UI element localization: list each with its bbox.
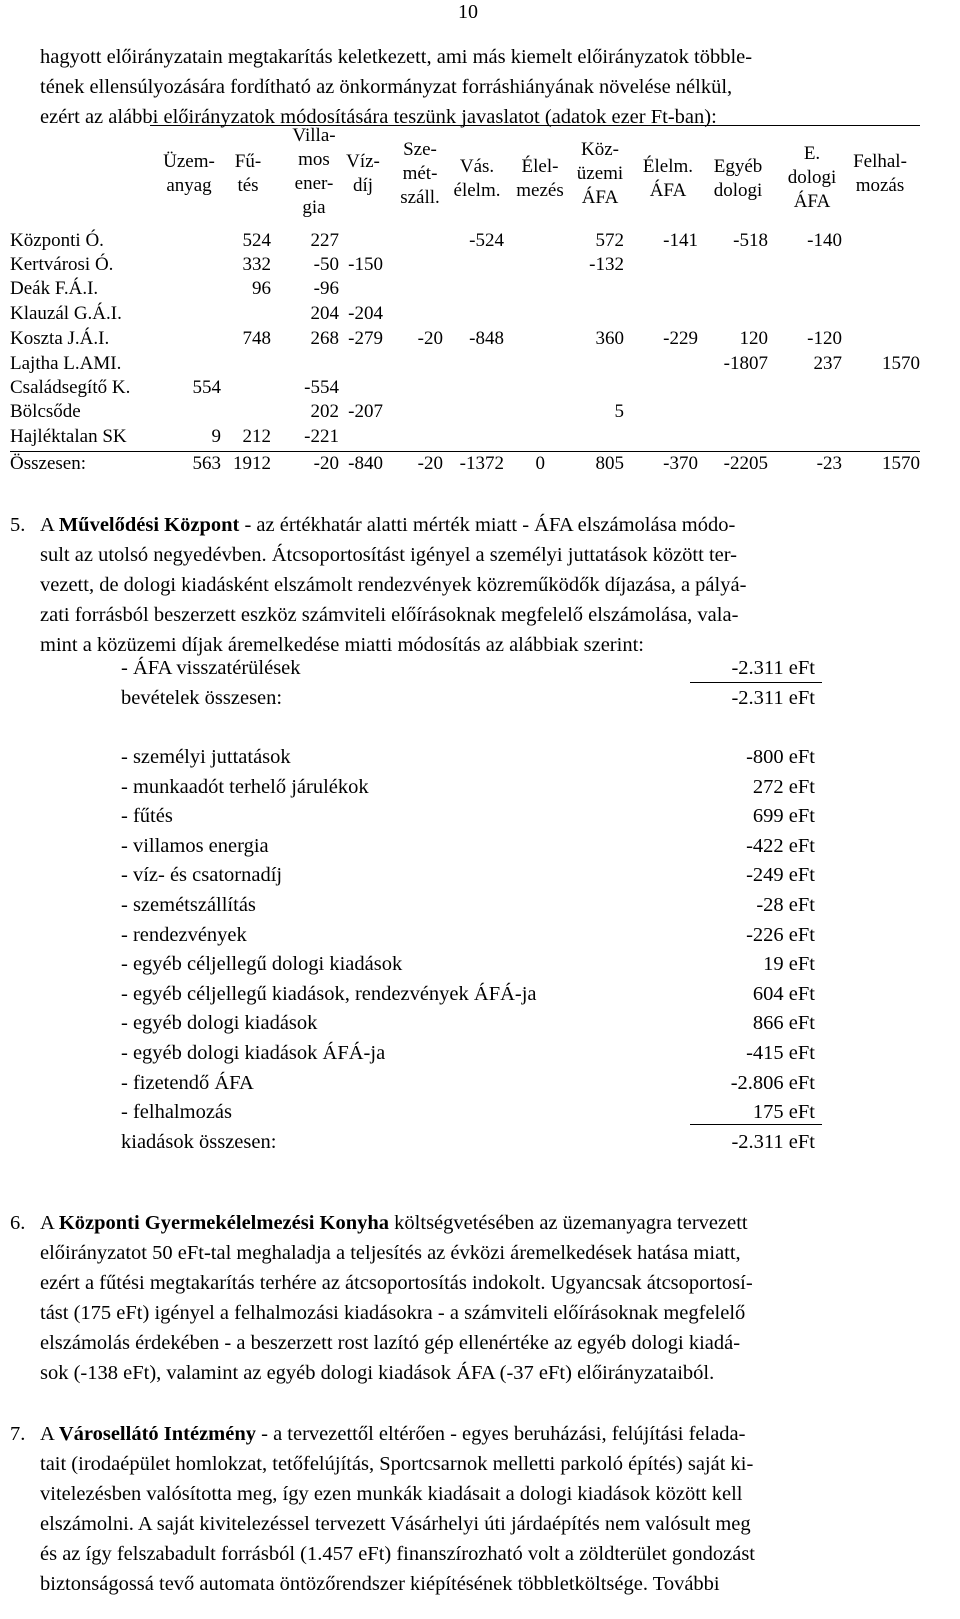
table-cell: -20	[417, 453, 443, 474]
expense-underline	[690, 1124, 822, 1125]
column-header: E. dologi ÁFA	[787, 143, 837, 212]
table-cell: -229	[663, 328, 698, 349]
row-label: Központi Ó.	[10, 230, 104, 251]
table-cell: -1372	[459, 453, 504, 474]
line-item-value: -226 eFt	[746, 923, 815, 946]
table-cell: -120	[807, 328, 842, 349]
line-item-value: 604 eFt	[752, 982, 815, 1005]
table-cell: -23	[816, 453, 842, 474]
line-item-value: 866 eFt	[752, 1012, 815, 1035]
line-item-value: -800 eFt	[746, 746, 815, 768]
table-total-rule	[10, 451, 920, 452]
column-header: Villa- mos ener- gia	[292, 125, 336, 218]
table-cell: 227	[310, 230, 339, 251]
line-item-label: - egyéb céljellegű kiadások, rendezvények ÁFÁ-ja	[121, 982, 537, 1005]
line-item-value: -249 eFt	[746, 864, 815, 887]
line-item-value: -2.311 eFt	[731, 686, 815, 709]
line-item-label: - személyi juttatások	[121, 746, 291, 768]
table-cell: 360	[595, 328, 624, 349]
table-cell: 96	[252, 278, 271, 299]
column-header: Élel- mezés	[516, 156, 564, 201]
section-6: 6. A Központi Gyermekélelmezési Konyha költségvetésében az üzemanyagra tervezett előirányzatot 50 eFt-tal meghaladja a teljesítés az évközi áremelkedések hatása miatt, ezért a fűtési megtakarítás terhére az átcsoportosítás indokolt. Ugyancsak átcsoportosí- tást (175 eFt) igényel a felhalmozási kiadásokra - a számviteli előírásoknak megfelelő elszámolás érdekében - a beszerzett rost lazító gép ellenértéke az egyéb dologi kiadá- sok (-138 eFt), valamint az egyéb dologi kiadások ÁFA (-37 eFt) előirányzataiból.	[10, 1208, 930, 1388]
line-item-value: -2.311 eFt	[731, 657, 815, 679]
line-item-label: bevételek összesen:	[121, 686, 283, 709]
table-cell: -221	[304, 426, 339, 447]
line-item-label: - felhalmozás	[121, 1101, 232, 1124]
column-header: Fű- tés	[234, 151, 262, 196]
column-header: Élelm. ÁFA	[642, 156, 694, 201]
table-cell: 524	[242, 230, 271, 251]
table-cell: -848	[469, 328, 504, 349]
intro-line: tének ellensúlyozására fordítható az önkormányzat forráshiányának növelése nélkül,	[40, 76, 733, 98]
table-cell: -2205	[723, 453, 768, 474]
line-item-label: - víz- és csatornadíj	[121, 864, 283, 887]
section-number: 5.	[10, 514, 26, 536]
row-label: Családsegítő K.	[10, 377, 131, 398]
line-item-label: - ÁFA visszatérülések	[121, 657, 301, 679]
table-cell: -840	[348, 453, 383, 474]
page-number: 10	[458, 1, 478, 23]
line-item-value: 19 eFt	[763, 953, 815, 976]
intro-line: ezért az alábbi előirányzatok módosítására teszünk javaslatot (adatok ezer Ft-ban):	[40, 106, 717, 128]
row-label: Koszta J.Á.I.	[10, 328, 110, 349]
column-header: Egyéb dologi	[713, 156, 763, 201]
table-cell: 5	[614, 401, 624, 422]
table-cell: -50	[313, 254, 339, 275]
table-cell: -1807	[723, 353, 768, 374]
line-item-value: -2.806 eFt	[730, 1071, 815, 1094]
table-cell: -132	[589, 254, 624, 275]
table-cell: -370	[663, 453, 698, 474]
table-cell: -20	[417, 328, 443, 349]
table-cell: -524	[469, 230, 504, 251]
table-cell: -554	[304, 377, 339, 398]
line-item-value: 699 eFt	[752, 805, 815, 828]
line-item-label: - rendezvények	[121, 923, 247, 946]
table-cell: -207	[348, 401, 383, 422]
row-label: Összesen:	[10, 453, 86, 474]
column-header: Köz- üzemi ÁFA	[576, 139, 624, 208]
line-item-value: -415 eFt	[746, 1042, 815, 1064]
table-cell: 268	[310, 328, 339, 349]
table-cell: -96	[313, 278, 339, 299]
row-label: Hajléktalan SK	[10, 426, 127, 447]
line-item-label: - fűtés	[121, 805, 173, 828]
row-label: Lajtha L.AMI.	[10, 353, 122, 374]
table-cell: 0	[535, 453, 545, 474]
line-item-label: - fizetendő ÁFA	[121, 1071, 254, 1094]
section-number: 6.	[10, 1212, 26, 1234]
table-cell: -141	[663, 230, 698, 251]
line-item-label: - egyéb dologi kiadások ÁFÁ-ja	[121, 1042, 386, 1064]
table-cell: -279	[348, 328, 383, 349]
row-label: Kertvárosi Ó.	[10, 254, 114, 275]
table-cell: -204	[348, 303, 383, 324]
line-item-value: -28 eFt	[756, 894, 815, 916]
table-cell: 1570	[882, 353, 920, 374]
intro-line: hagyott előirányzatain megtakarítás keletkezett, ami más kiemelt előirányzatok többle-	[40, 46, 753, 68]
institution-name: Központi Gyermekélelmezési Konyha	[58, 1212, 390, 1234]
line-item-label: - egyéb dologi kiadások	[121, 1012, 318, 1035]
table-cell: -150	[348, 254, 383, 275]
table-cell: 563	[192, 453, 221, 474]
institution-name: Művelődési Központ	[58, 514, 240, 536]
column-header: Sze- mét- száll.	[400, 139, 440, 208]
table-cell: 1912	[233, 453, 271, 474]
line-item-label: - szemétszállítás	[121, 894, 256, 916]
row-label: Bölcsőde	[10, 401, 81, 422]
line-item-label: - villamos energia	[121, 834, 269, 857]
institution-name: Városellátó Intézmény	[58, 1423, 256, 1445]
table-top-rule	[150, 125, 920, 126]
line-item-value: -2.311 eFt	[731, 1130, 815, 1153]
line-item-value: 272 eFt	[752, 775, 815, 798]
table-cell: 572	[595, 230, 624, 251]
table-cell: -20	[313, 453, 339, 474]
table-cell: -140	[807, 230, 842, 251]
table-cell: 332	[242, 254, 271, 275]
column-header: Felhal- mozás	[853, 151, 907, 196]
line-item-label: kiadások összesen:	[121, 1130, 277, 1153]
table-cell: 204	[310, 303, 339, 324]
column-header: Vás. élelm.	[453, 156, 501, 201]
table-cell: 554	[192, 377, 221, 398]
intro-paragraph	[40, 42, 920, 132]
table-cell: 212	[242, 426, 271, 447]
row-label: Klauzál G.Á.I.	[10, 303, 122, 324]
table-cell: 805	[595, 453, 624, 474]
table-cell: 1570	[882, 453, 920, 474]
section-number: 7.	[10, 1423, 26, 1445]
row-label: Deák F.Á.I.	[10, 278, 99, 299]
column-header: Víz- díj	[346, 151, 380, 196]
table-cell: -518	[733, 230, 768, 251]
column-header: Üzem- anyag	[163, 151, 215, 196]
table-cell: 202	[310, 401, 339, 422]
section-5: 5. A Művelődési Központ - az értékhatár alatti mérték miatt - ÁFA elszámolása módo- sult az utolsó negyedévben. Átcsoportosítást igényel a személyi juttatások között ter- vezett, de dologi kiadásként elszámolt rendezvények közreműködők díjazása, a pályá- zati forrásból beszerzett eszköz számviteli előírásoknak megfelelő elszámolása, vala- mint a közüzemi díjak áremelkedése miatti módosítás az alábbiak szerint:	[10, 510, 930, 660]
table-cell: 120	[739, 328, 768, 349]
table-cell: 237	[813, 353, 842, 374]
table-cell: 748	[242, 328, 271, 349]
section-7: 7. A Városellátó Intézmény - a tervezettől eltérően - egyes beruházási, felújítási felada- tait (irodaépület homlokzat, tetőfelújítás, Sportcsarnok melletti parkoló építés) saját ki- vitelezésben valósította meg, így ezen munkák kiadásait a dologi kiadások között kell elszámolni. A saját kivitelezéssel tervezett Vásárhelyi úti járdaépítés nem valósult meg és az így felszabadult forrásból (1.457 eFt) finanszírozható volt a zöldterület gondozást biztonságossá tevő automata öntözőrendszer kiépítésének többletköltsége. További	[10, 1419, 930, 1599]
line-item-value: -422 eFt	[746, 834, 815, 857]
line-item-value: 175 eFt	[752, 1101, 815, 1124]
line-item-label: - egyéb céljellegű dologi kiadások	[121, 953, 403, 976]
table-cell: 9	[211, 426, 221, 447]
line-item-label: - munkaadót terhelő járulékok	[121, 775, 369, 798]
income-underline	[690, 682, 822, 683]
